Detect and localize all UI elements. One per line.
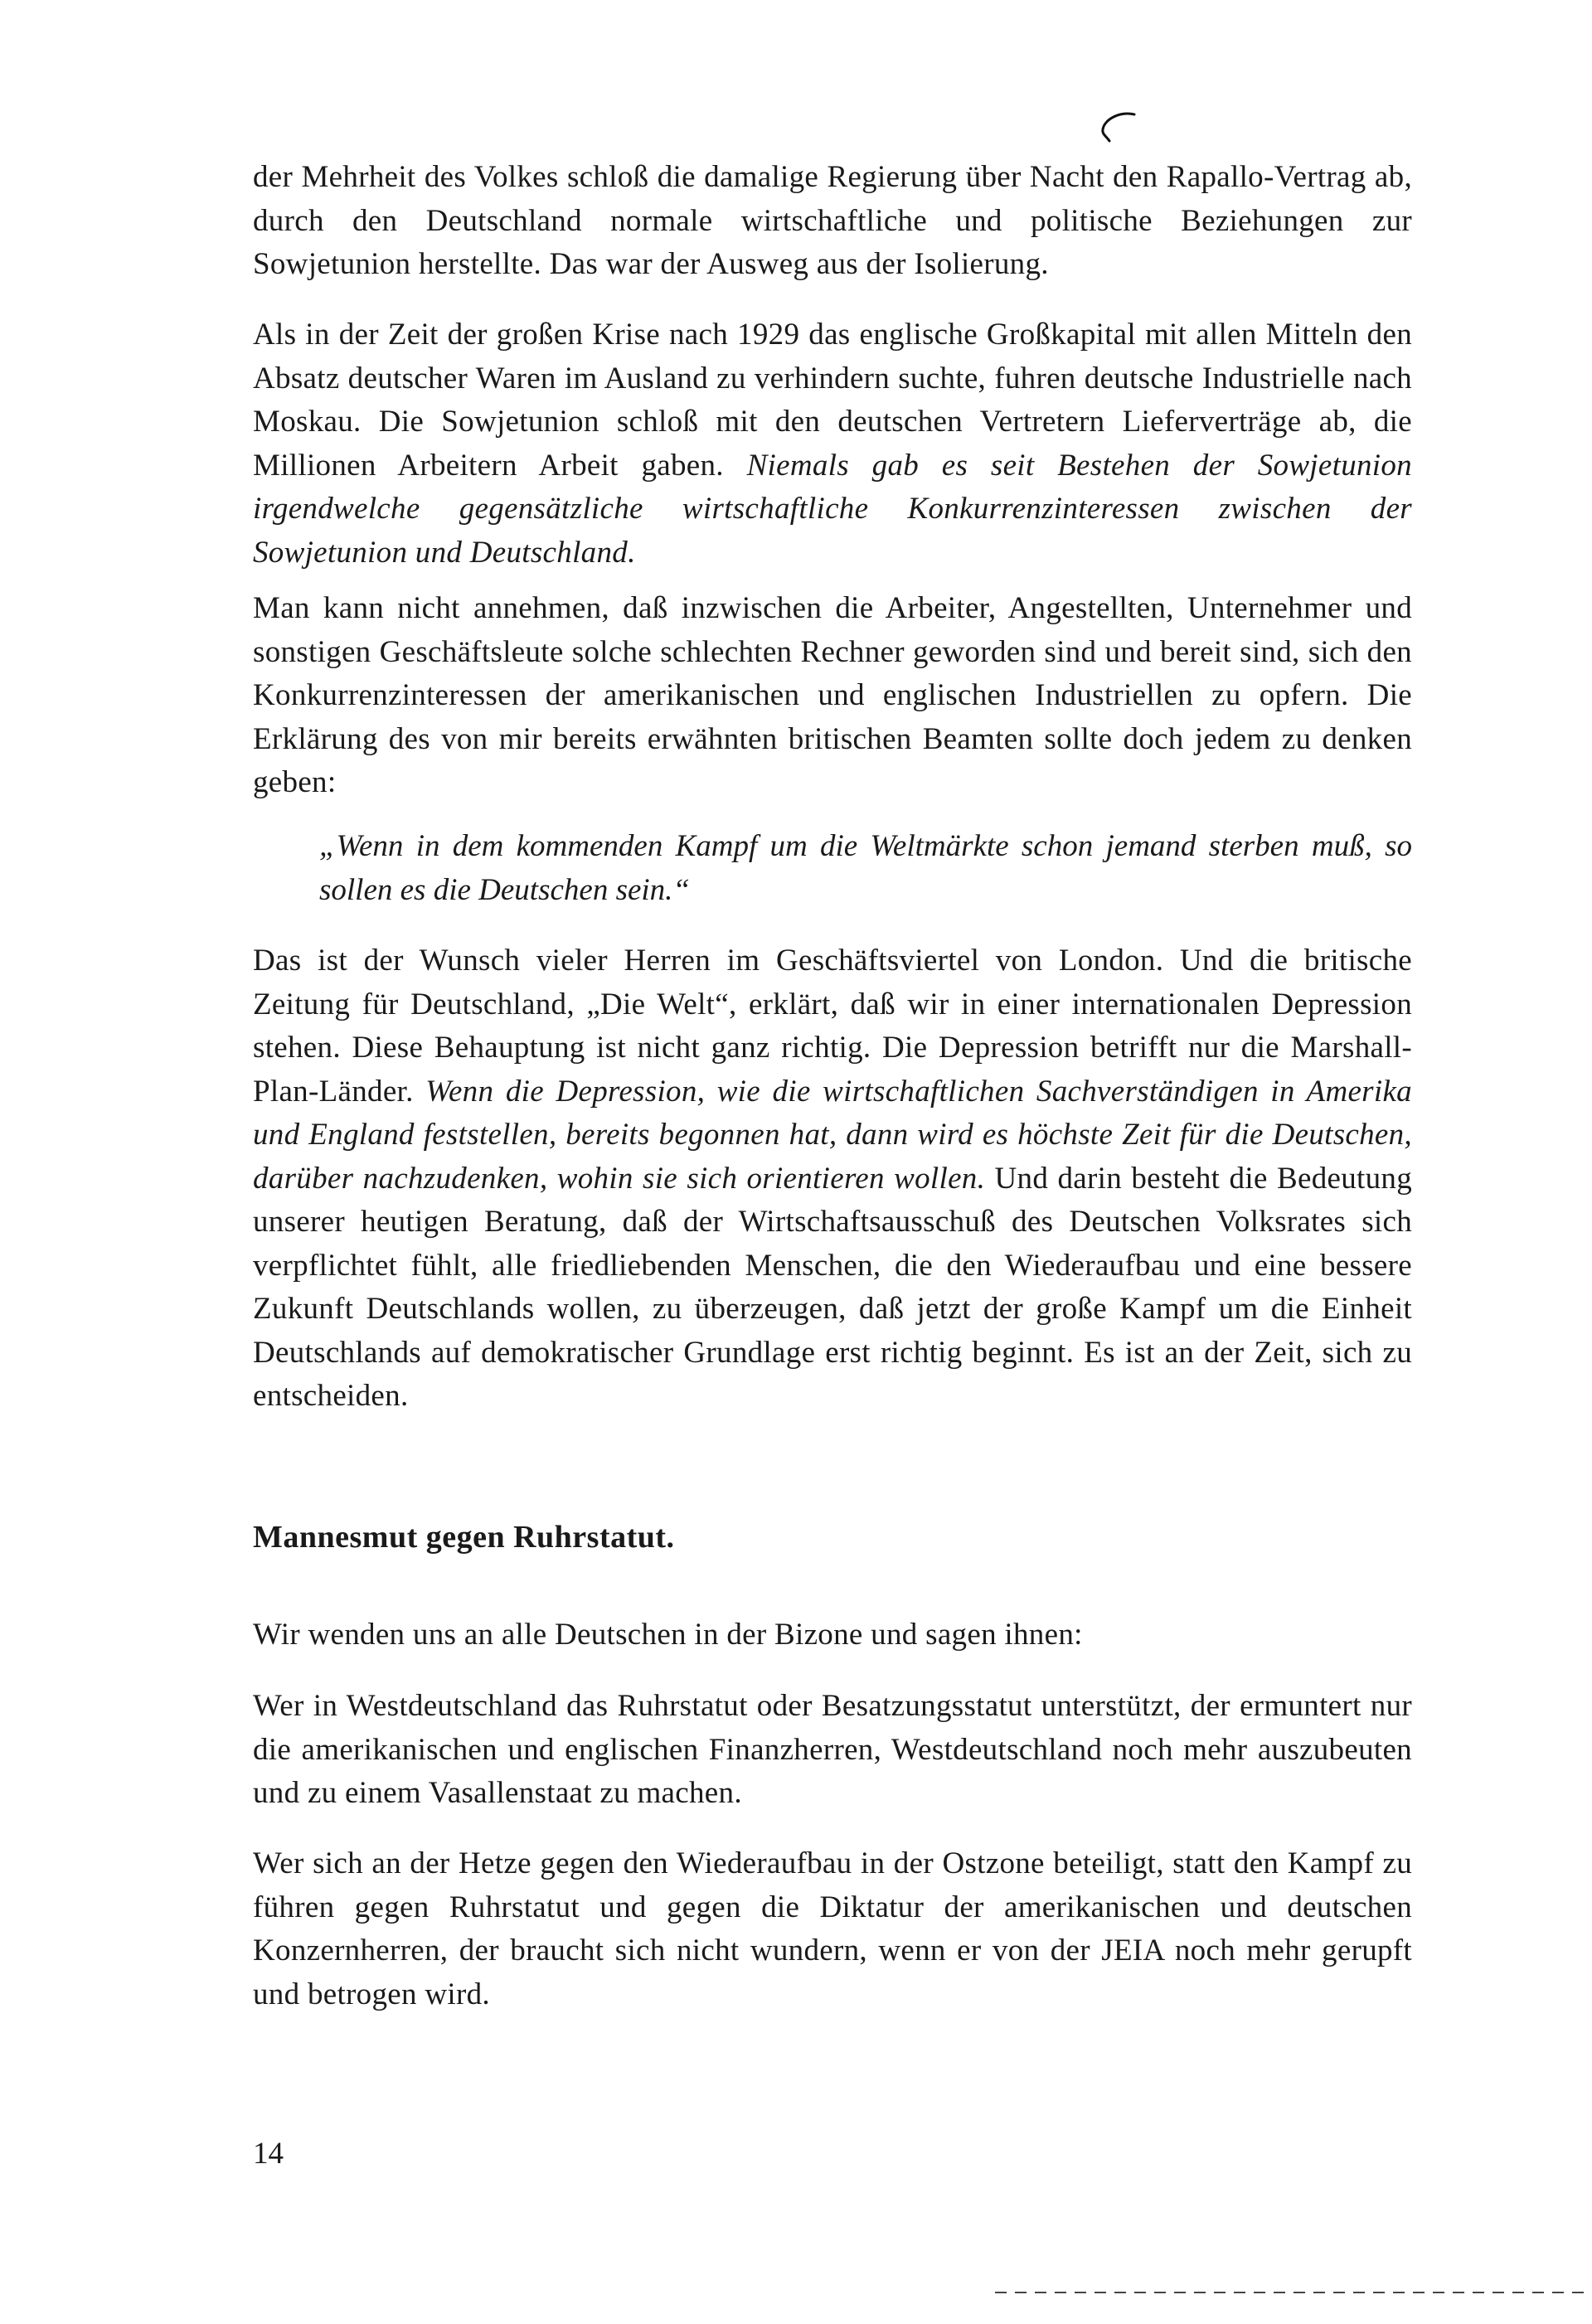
handwritten-pen-mark: [1094, 108, 1144, 158]
block-quote: „Wenn in dem kommenden Kampf um die Weltmärkte schon jemand sterben muß, so sollen es die Deutschen sein.“: [319, 829, 1412, 907]
paragraph-2: [253, 313, 1412, 575]
paragraph-4-text-a: Das ist der Wunsch vieler Herren im Geschäftsviertel von London. Und die britische Zeitung für Deutschland, „Die Welt“, erklärt, daß wir in einer internationalen Depression stehen. Diese Behauptung ist nicht ganz richtig. Die Depression betrifft nur die Marshall-Plan-Länder.: [253, 944, 1412, 1109]
paragraph-4-text-b: Und darin besteht die Bedeutung unserer heutigen Beratung, daß der Wirtschaftsausschuß des Deutschen Volksrates sich verpflichtet fühlt, alle friedliebenden Menschen, die den Wiederaufbau und eine bessere Zukunft Deutschlands wollen, zu überzeugen, daß jetzt der große Kampf um die Einheit Deutschlands auf demokratischer Grundlage erst richtig beginnt. Es ist an der Zeit, sich zu entscheiden.: [253, 1161, 1412, 1413]
paragraph-7: Wer sich an der Hetze gegen den Wiederaufbau in der Ostzone beteiligt, statt den Kampf zu führen gegen Ruhrstatut und gegen die Diktatur der amerikanischen und deutschen Konzernherren, der braucht sich nicht wundern, wenn er von der JEIA noch mehr gerupft und betrogen wird.: [253, 1846, 1412, 2011]
paragraph-4-italic: Wenn die Depression, wie die wirtschaftlichen Sachverständigen in Amerika und England feststellen, bereits begonnen hat, dann wird es höchste Zeit für die Deutschen, darüber nachzudenken, wohin sie sich orientieren wollen.: [253, 1074, 1412, 1196]
paragraph-2-italic: Niemals gab es seit Bestehen der Sowjetunion irgendwelche gegensätzliche wirtschaftliche Konkurrenzinteressen zwischen der Sowjetunion und Deutschland.: [253, 448, 1412, 570]
section-heading: Mannesmut gegen Ruhrstatut.: [253, 1520, 675, 1555]
paragraph-2-text: Als in der Zeit der großen Krise nach 1929 das englische Großkapital mit allen Mitteln den Absatz deutscher Waren im Ausland zu verhindern suchte, fuhren deutsche Industrielle nach Moskau. Die Sowjetunion schloß mit den deutschen Vertretern Lieferverträge ab, die Millionen Arbeitern Arbeit gaben.: [253, 318, 1412, 483]
paragraph-6: Wer in Westdeutschland das Ruhrstatut oder Besatzungsstatut unterstützt, der ermuntert nur die amerikanischen und englischen Finanzherren, Westdeutschland noch mehr auszubeuten und zu einem Vasallenstaat zu machen.: [253, 1689, 1412, 1810]
page-number: 14: [253, 2137, 284, 2171]
paragraph-4: [253, 939, 1412, 1419]
paragraph-3: Man kann nicht annehmen, daß inzwischen die Arbeiter, Angestellten, Unternehmer und sonstigen Geschäftsleute solche schlechten Rechner geworden sind und bereit sind, sich den Konkurrenzinteressen der amerikanischen und englischen Industriellen zu opfern. Die Erklärung des von mir bereits erwähnten britischen Beamten sollte doch jedem zu denken geben:: [253, 591, 1412, 799]
footer-dashed-line: [995, 2288, 1592, 2297]
paragraph-1: der Mehrheit des Volkes schloß die damalige Regierung über Nacht den Rapallo-Vertrag ab, durch den Deutschland normale wirtschaftliche und politische Beziehungen zur Sowjetunion herstellte. Das war der Ausweg aus der Isolierung.: [253, 160, 1412, 281]
paragraph-5: Wir wenden uns an alle Deutschen in der Bizone und sagen ihnen:: [253, 1618, 1083, 1652]
